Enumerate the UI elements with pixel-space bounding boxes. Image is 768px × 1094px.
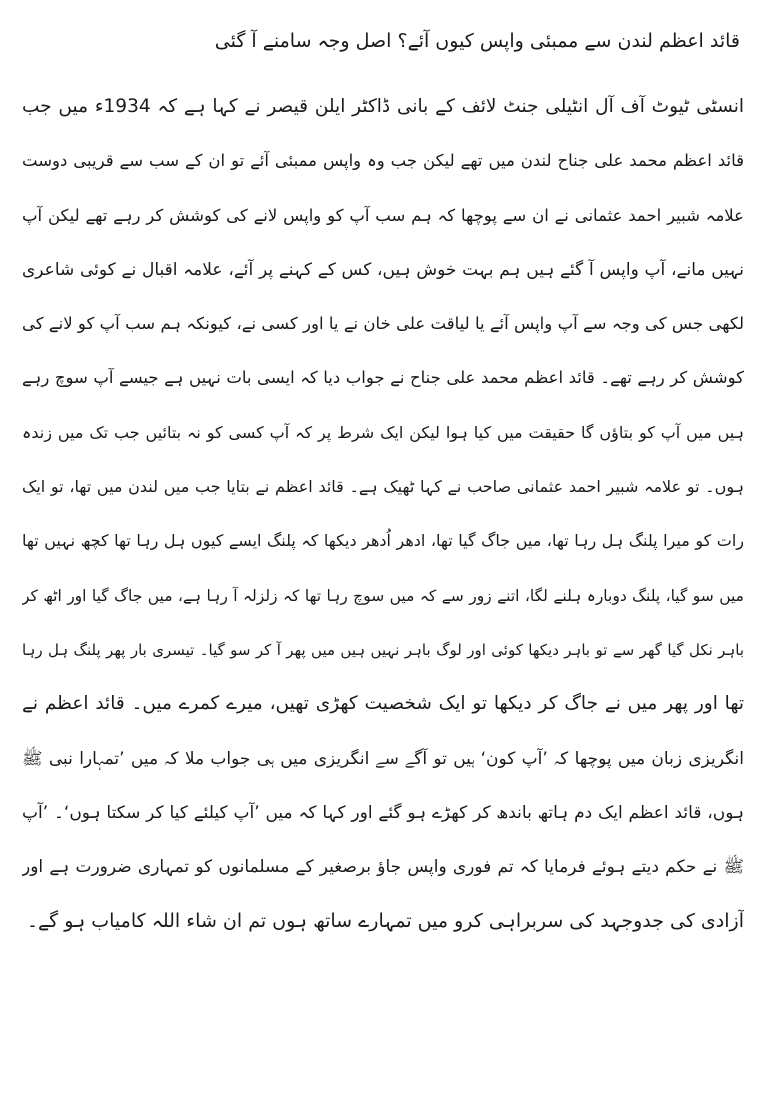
article-line: باہر نکل گیا گھر سے تو باہر دیکھا کوئی اور لوگ باہر نہیں ہیں میں پھر آ کر سو گیا۔ تیسری بار پھر پلنگ ہل رہا <box>22 640 744 659</box>
article-line: میں سو گیا، پلنگ دوبارہ ہلنے لگا، اتنے زور سے کہ میں سوچ رہا تھا کہ زلزلہ آ رہا ہے، میں جاگ گیا اور اٹھ کر <box>22 586 744 605</box>
article-line-last: آزادی کی جدوجہد کی سربراہی کرو میں تمہارے ساتھ ہوں تم ان شاء اللہ کامیاب ہو گے۔ <box>26 910 744 933</box>
article-line: انسٹی ٹیوٹ آف آل انٹیلی جنٹ لائف کے بانی ڈاکٹر ایلن قیصر نے کہا ہے کہ 1934ء میں جب <box>22 96 744 117</box>
article-line: لکھی جس کی وجہ سے آپ واپس آئے یا لیاقت علی خان نے یا اور کسی نے، کیونکہ ہم سب آپ کو لانے کی <box>22 314 744 334</box>
article-line: ہوں۔ تو علامہ شبیر احمد عثمانی صاحب نے کہا ٹھیک ہے۔ قائد اعظم نے بتایا جب میں لندن میں تھا، تو ایک <box>22 477 744 497</box>
article-line: تھا اور پھر میں نے جاگ کر دیکھا تو ایک شخصیت کھڑی تھیں، میرے کمرے میں۔ قائد اعظم نے <box>22 693 744 715</box>
article-line: علامہ شبیر احمد عثمانی نے ان سے پوچھا کہ ہم سب آپ کو واپس لانے کی کوشش کر رہے تھے لیکن آپ <box>22 205 744 225</box>
article-line: نہیں مانے، آپ واپس آ گئے ہیں ہم بہت خوش ہیں، کس کے کہنے پر آئے، علامہ اقبال نے کوئی شاعری <box>22 259 744 280</box>
article-line: ہیں میں آپ کو بتاؤں گا حقیقت میں کیا ہوا لیکن ایک شرط پر کہ آپ کسی کو نہ بتائیں جب تک میں زندہ <box>22 422 744 442</box>
article-title: قائد اعظم لندن سے ممبئی واپس کیوں آئے؟ اصل وجہ سامنے آ گئی <box>214 30 740 52</box>
article-line: انگریزی زبان میں پوچھا کہ ’آپ کون‘ ہیں تو آگے سے انگریزی میں ہی جواب ملا کہ میں ’تمہارا نبی ﷺ <box>22 748 744 769</box>
article-line: ہوں، قائد اعظم ایک دم ہاتھ باندھ کر کھڑے ہو گئے اور کہا کہ میں ’آپ کیلئے کیا کر سکتا ہوں‘۔ ’آپ <box>22 802 744 823</box>
article-line: رات کو میرا پلنگ ہل رہا تھا، میں جاگ گیا تھا، ادھر اُدھر دیکھا کہ پلنگ ایسے کیوں ہل رہا تھا کچھ نہیں تھا <box>22 531 744 551</box>
article-line: کوشش کر رہے تھے۔ قائد اعظم محمد علی جناح نے جواب دیا کہ ایسی بات نہیں ہے جیسے آپ سوچ رہے <box>22 368 744 388</box>
article-line: ﷺ نے حکم دیتے ہوئے فرمایا کہ تم فوری واپس جاؤ برصغیر کے مسلمانوں کو تمہاری ضرورت ہے اور <box>22 857 744 878</box>
article-line: قائد اعظم محمد علی جناح لندن میں تھے لیکن جب وہ واپس ممبئی آئے تو ان کے سب سے قریبی دوست <box>22 151 744 171</box>
article-body <box>22 80 744 949</box>
